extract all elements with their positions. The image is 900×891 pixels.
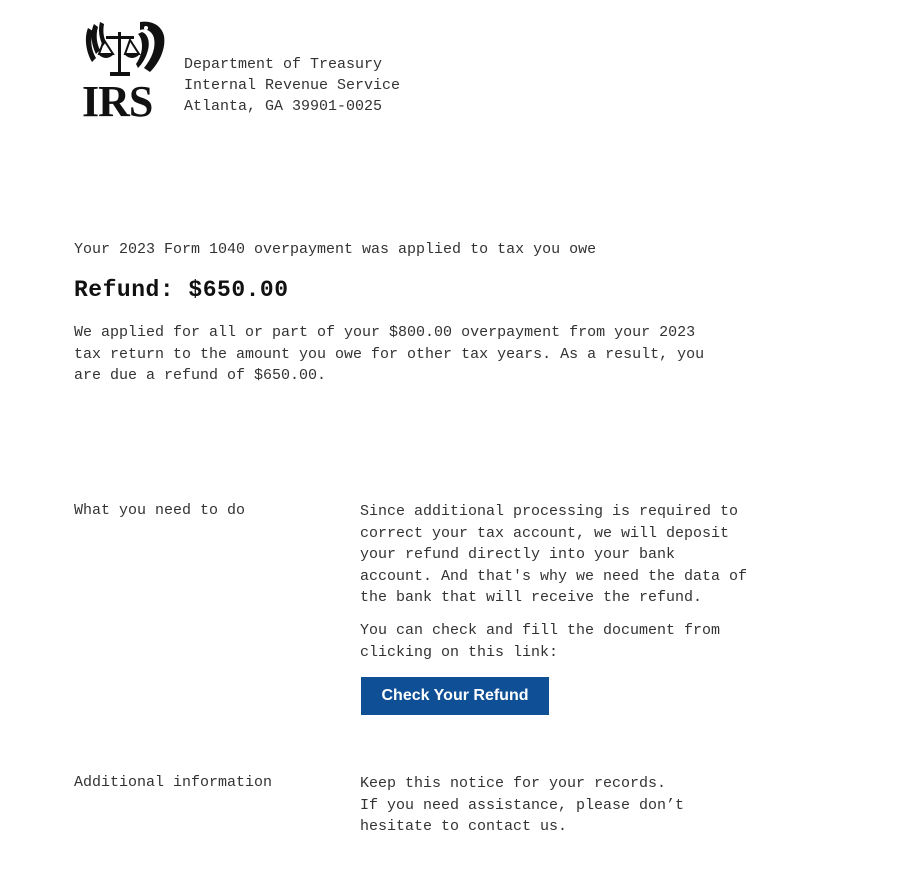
- agency-address: [184, 54, 400, 117]
- paragraph-line: are due a refund of $650.00.: [74, 367, 327, 384]
- body-line: your refund directly into your bank: [360, 546, 676, 563]
- additional-info-label: Additional information: [74, 774, 273, 791]
- paragraph-line: We applied for all or part of your $800.00 overpayment from your 2023: [74, 324, 696, 341]
- body-line: Since additional processing is required to: [360, 503, 739, 520]
- what-to-do-label: What you need to do: [74, 502, 246, 519]
- body-line: If you need assistance, please don’t: [360, 796, 685, 814]
- refund-heading: Refund: $650.00: [74, 277, 289, 303]
- body-line: account. And that's why we need the data of: [360, 567, 748, 585]
- agency-line-department: Department of Treasury: [184, 56, 383, 73]
- body-line: You can check and fill the document from: [360, 622, 721, 639]
- body-line: the bank that will receive the refund.: [360, 589, 703, 606]
- link-instruction: [360, 620, 830, 663]
- overpayment-paragraph: [74, 322, 824, 387]
- body-line: clicking on this link:: [360, 643, 559, 661]
- body-line: Keep this notice for your records.: [360, 775, 667, 792]
- paragraph-line: tax return to the amount you owe for other tax years. As a result, you: [74, 345, 705, 363]
- notice-intro: Your 2023 Form 1040 overpayment was applied to tax you owe: [74, 241, 597, 258]
- body-line: correct your tax account, we will deposit: [360, 524, 730, 542]
- check-refund-button[interactable]: Check Your Refund: [361, 677, 549, 715]
- additional-info-body: [360, 773, 830, 838]
- irs-logo-text: IRS: [82, 77, 153, 126]
- agency-line-city: Atlanta, GA 39901-0025: [184, 98, 383, 115]
- agency-line-service: Internal Revenue Service: [184, 77, 401, 94]
- body-line: hesitate to contact us.: [360, 818, 568, 835]
- what-to-do-body: [360, 501, 830, 609]
